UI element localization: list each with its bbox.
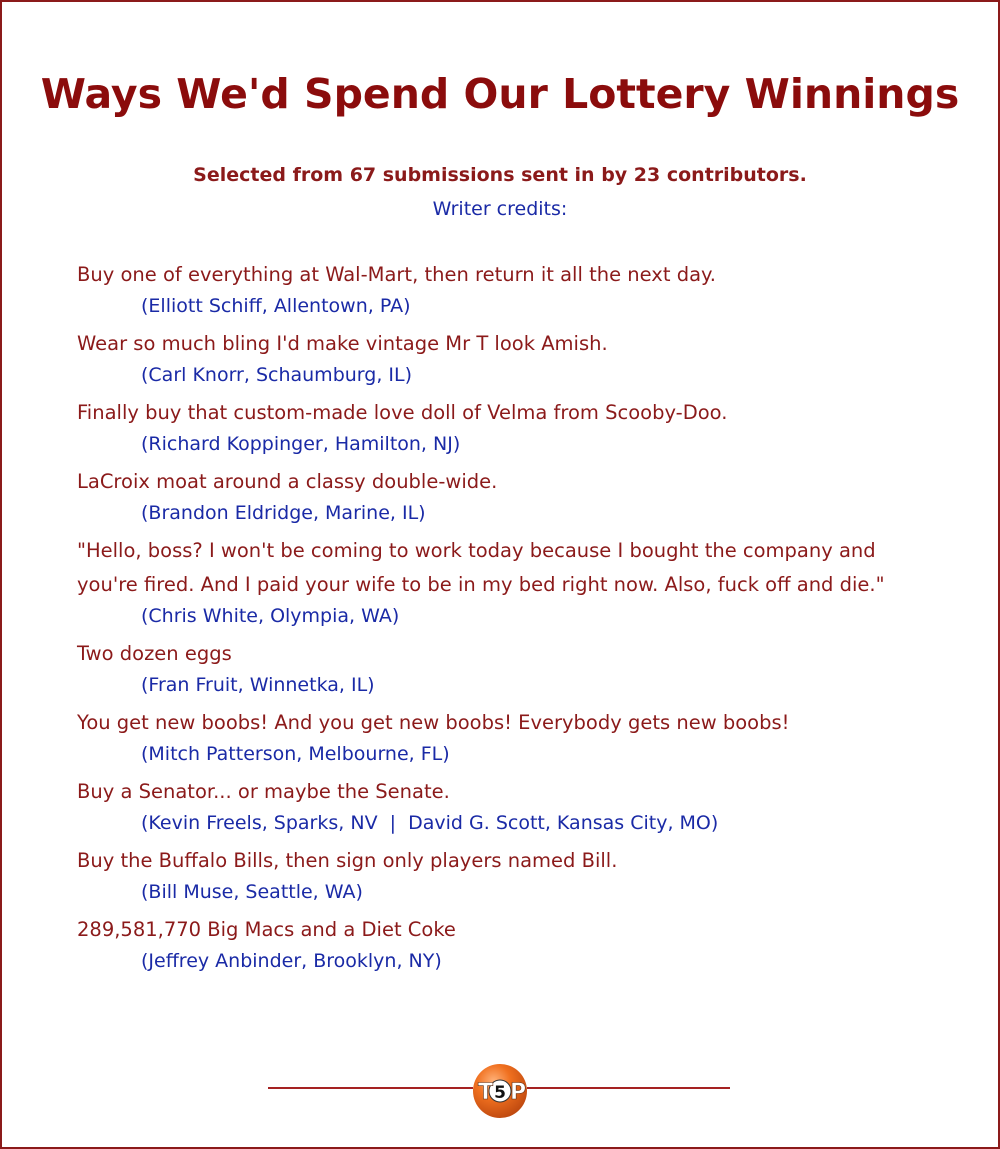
entry-credit: (Elliott Schiff, Allentown, PA) [141, 295, 411, 317]
logo-number: 5 [494, 1083, 506, 1103]
entry-credit: (Jeffrey Anbinder, Brooklyn, NY) [141, 950, 442, 972]
footer-divider-right [527, 1087, 730, 1089]
list-item [77, 913, 897, 975]
entry-text: LaCroix moat around a classy double-wide. [77, 470, 498, 493]
writer-credits-label: Writer credits: [432, 198, 568, 220]
entry-text: "Hello, boss? I won't be coming to work today because I bought the company and you're fired. And I paid your wife to be in my bed right now. Also, fuck off and die." [77, 539, 885, 596]
submission-summary: Selected from 67 submissions sent in by 23 contributors. [193, 164, 807, 186]
entry-text: Two dozen eggs [77, 642, 232, 665]
entry-list [77, 258, 897, 982]
entry-text: Buy one of everything at Wal-Mart, then return it all the next day. [77, 263, 716, 286]
entry-credit: (Kevin Freels, Sparks, NV | David G. Scott, Kansas City, MO) [141, 812, 719, 834]
page-title: Ways We'd Spend Our Lottery Winnings [40, 70, 960, 118]
logo-letter-right: P [510, 1080, 527, 1105]
list-item [77, 775, 897, 837]
list-item [77, 706, 897, 768]
entry-text: Wear so much bling I'd make vintage Mr T look Amish. [77, 332, 608, 355]
entry-credit: (Richard Koppinger, Hamilton, NJ) [141, 433, 461, 455]
entry-credit: (Carl Knorr, Schaumburg, IL) [141, 364, 413, 386]
list-item [77, 258, 897, 320]
entry-text: 289,581,770 Big Macs and a Diet Coke [77, 918, 456, 941]
list-item [77, 534, 897, 630]
entry-credit: (Bill Muse, Seattle, WA) [141, 881, 363, 903]
logo-letter-left: T [478, 1080, 494, 1105]
list-item [77, 637, 897, 699]
entry-credit: (Fran Fruit, Winnetka, IL) [141, 674, 375, 696]
entry-text: Buy the Buffalo Bills, then sign only players named Bill. [77, 849, 618, 872]
list-item [77, 844, 897, 906]
footer-divider-left [268, 1087, 473, 1089]
list-item [77, 465, 897, 527]
list-item [77, 327, 897, 389]
entry-credit: (Brandon Eldridge, Marine, IL) [141, 502, 426, 524]
entry-text: You get new boobs! And you get new boobs! Everybody gets new boobs! [77, 711, 790, 734]
entry-credit: (Chris White, Olympia, WA) [141, 605, 400, 627]
entry-credit: (Mitch Patterson, Melbourne, FL) [141, 743, 450, 765]
list-item [77, 396, 897, 458]
top5-logo-icon [466, 1062, 534, 1120]
entry-text: Buy a Senator... or maybe the Senate. [77, 780, 450, 803]
entry-text: Finally buy that custom-made love doll of Velma from Scooby-Doo. [77, 401, 728, 424]
